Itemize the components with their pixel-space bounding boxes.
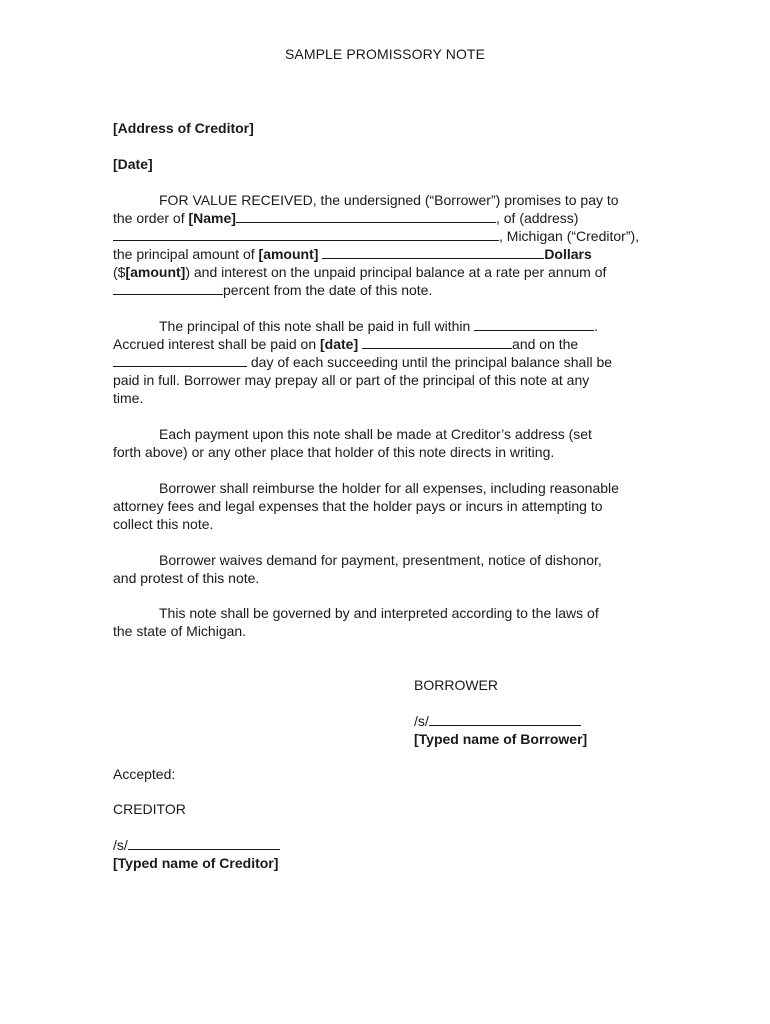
p6-line-1: This note shall be governed by and interpreted according to the laws of <box>159 605 599 621</box>
paragraph-value-received <box>113 191 658 299</box>
borrower-sig-prefix: /s/ <box>414 713 429 729</box>
paragraph-governing-law <box>113 604 658 640</box>
p1-line-1: FOR VALUE RECEIVED, the undersigned (“Borrower”) promises to pay to <box>159 192 619 208</box>
p1-l5-text: ) and interest on the unpaid principal balance at a rate per annum of <box>185 264 607 280</box>
interest-rate-blank <box>113 281 223 295</box>
p2-line-1 <box>113 317 658 335</box>
interest-date-blank <box>362 335 512 349</box>
borrower-signature-line <box>414 712 581 730</box>
creditor-sig-prefix: /s/ <box>113 837 128 853</box>
paragraph-payment-place <box>113 425 658 461</box>
p1-line-2 <box>113 209 658 227</box>
p2-line-2 <box>113 335 658 353</box>
p1-l6-text: percent from the date of this note. <box>223 282 433 298</box>
p2-l1-text: The principal of this note shall be paid in full within <box>159 318 471 334</box>
creditor-signature-line <box>113 836 658 854</box>
p1-l3-text: , Michigan (“Creditor”), <box>499 228 640 244</box>
p6-line-2: the state of Michigan. <box>113 623 247 639</box>
p1-line-6 <box>113 281 658 299</box>
p1-line-4 <box>113 245 658 263</box>
p1-l4-text: the principal amount of <box>113 246 259 262</box>
p2-line-3 <box>113 353 658 371</box>
p2-l3-text: day of each succeeding until the principal balance shall be <box>247 354 613 370</box>
p1-line-5 <box>113 263 658 281</box>
p1-l2-of-address: , of (address) <box>495 210 579 226</box>
p2-line-4: paid in full. Borrower may prepay all or part of the principal of this note at any <box>113 372 590 388</box>
amount-words-blank <box>322 245 544 259</box>
interest-date-placeholder: [date] <box>320 336 359 352</box>
borrower-typed-name: [Typed name of Borrower] <box>414 731 588 747</box>
address-blank <box>113 227 499 241</box>
day-blank <box>113 353 247 367</box>
name-placeholder: [Name] <box>188 210 236 226</box>
p2-l2-end: and on the <box>512 336 579 352</box>
amount-placeholder: [amount] <box>258 246 319 262</box>
p1-line-3 <box>113 227 658 245</box>
document-title: SAMPLE PROMISSORY NOTE <box>284 46 486 62</box>
amount-numeric-placeholder: [amount] <box>125 264 186 280</box>
name-blank <box>236 209 496 223</box>
p1-l2-text: the order of <box>113 210 189 226</box>
creditor-label: CREDITOR <box>113 801 186 817</box>
p5-line-2: and protest of this note. <box>113 570 260 586</box>
p5-line-1: Borrower waives demand for payment, presentment, notice of dishonor, <box>159 552 602 568</box>
address-of-creditor: [Address of Creditor] <box>113 120 254 136</box>
p4-line-2: attorney fees and legal expenses that the holder pays or incurs in attempting to <box>113 498 603 514</box>
p1-l5-open: ($ <box>113 264 126 280</box>
p3-line-1: Each payment upon this note shall be made at Creditor’s address (set <box>159 426 592 442</box>
creditor-typed-name: [Typed name of Creditor] <box>113 855 279 871</box>
p4-line-1: Borrower shall reimburse the holder for all expenses, including reasonable <box>159 480 619 496</box>
p2-line-5: time. <box>113 390 144 406</box>
term-blank <box>474 317 594 331</box>
paragraph-reimburse <box>113 479 658 533</box>
borrower-label: BORROWER <box>414 677 498 693</box>
creditor-signature-blank <box>128 836 280 850</box>
p2-l1-period: . <box>594 318 599 334</box>
paragraph-principal <box>113 317 658 407</box>
p3-line-2: forth above) or any other place that holder of this note directs in writing. <box>113 444 555 460</box>
paragraph-waiver <box>113 551 658 587</box>
accepted-label: Accepted: <box>113 766 176 782</box>
borrower-signature-blank <box>429 712 581 726</box>
p2-l2-text: Accrued interest shall be paid on <box>113 336 321 352</box>
dollars-label: Dollars <box>544 246 592 262</box>
date-placeholder: [Date] <box>113 156 153 172</box>
p4-line-3: collect this note. <box>113 516 214 532</box>
